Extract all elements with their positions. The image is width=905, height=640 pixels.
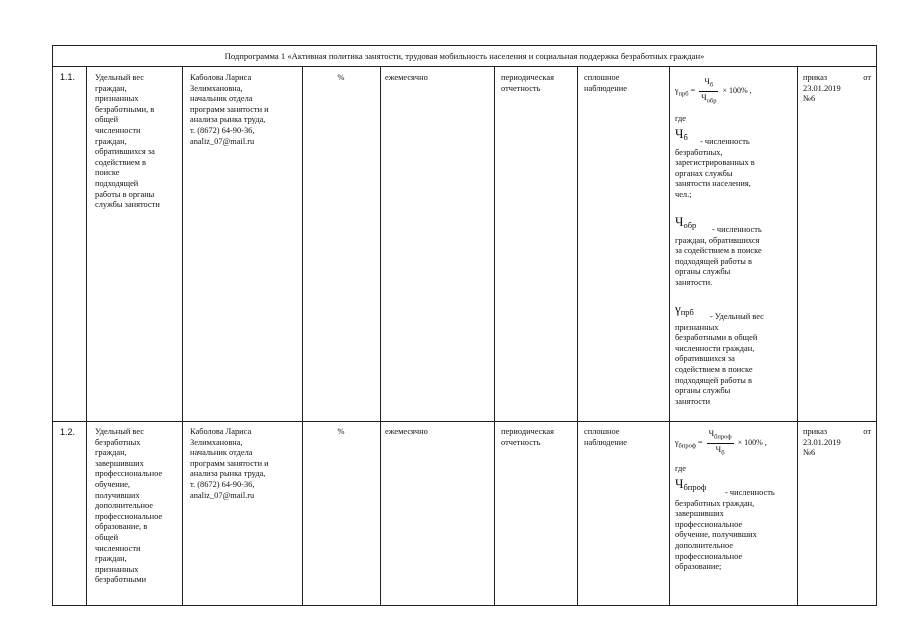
frequency: ежемесячно — [385, 427, 428, 436]
table-divider — [302, 66, 303, 606]
order-word: приказ — [803, 73, 828, 82]
formula-symbol: $Ч_б$ — [675, 126, 688, 142]
symbol-definition: - Удельный вес признанных безработными в общей численности граждан, обратившихся за содействием в поиске подходящей работы в органы службы занятости — [675, 312, 764, 406]
formula-lhs: $\gamma_{прб}$ — [675, 86, 689, 98]
row-number: 1.2. — [60, 427, 76, 437]
table-divider — [577, 66, 578, 606]
formula-fraction: $\frac{Ч_б}{Ч_{обр}}$ — [701, 76, 717, 105]
formula-where: где — [675, 114, 686, 123]
order-date: 23.01.2019 — [803, 83, 841, 93]
data-source: периодическая отчетность — [501, 73, 554, 93]
indicator-name: Удельный вес безработных граждан, завершивших профессиональное обучение, получивших дополнительное профессиональное образование, в общей численности граждан, признанных безработными — [95, 427, 163, 585]
legal-basis — [803, 73, 871, 105]
unit: % — [337, 73, 345, 82]
table-divider — [86, 66, 87, 606]
calculation-formula: $\gamma_{прб}$ = $\frac{Ч_б}{Ч_{обр}}$ × 100% , — [675, 76, 752, 105]
legal-basis — [803, 427, 871, 459]
table-divider — [669, 66, 670, 606]
formula-symbol: $Ч_{бпроф}$ — [675, 476, 707, 492]
unit: % — [337, 427, 345, 436]
order-number: №6 — [803, 448, 816, 458]
formula-comma: , — [749, 86, 752, 96]
order-from: от — [863, 73, 871, 82]
data-source: периодическая отчетность — [501, 427, 554, 447]
observation-method: сплошное наблюдение — [584, 427, 627, 447]
formula-where: где — [675, 464, 686, 473]
formula-multiplier: × 100% — [722, 86, 748, 96]
formula-symbol: $\gamma_{прб}$ — [675, 301, 694, 317]
order-number: №6 — [803, 94, 816, 104]
table-divider — [52, 421, 877, 422]
order-date: 23.01.2019 — [803, 437, 841, 447]
symbol-definition: - численность безработных граждан, завершивших профессиональное обучение, получивших дополнительное профессиональное образование; — [675, 488, 775, 572]
order-from: от — [863, 427, 871, 436]
formula-fraction: $\frac{Ч_{бпроф}}{Ч_б}$ — [708, 428, 732, 457]
indicator-name: Удельный вес граждан, признанных безработными, в общей численности граждан, обратившихся за содействием в поиске подходящей работы в органы службы занятости — [95, 73, 160, 210]
formula-lhs: $\gamma_{бпроф}$ — [675, 438, 697, 450]
symbol-definition: - численность безработных, зарегистрированных в органах службы занятости населения, чел.; — [675, 137, 755, 199]
responsible-person: Каболова Лариса Зелимхановна, начальник отдела программ занятости и анализа рынка труда, т. (8672) 64-90-36, analiz_07@mail.ru — [190, 73, 269, 146]
table-divider — [380, 66, 381, 606]
observation-method: сплошное наблюдение — [584, 73, 627, 93]
table-divider — [52, 66, 877, 67]
row-number: 1.1. — [60, 72, 76, 82]
table-divider — [494, 66, 495, 606]
formula-symbol: $Ч_{обр}$ — [675, 214, 697, 230]
formula-comma: , — [764, 438, 767, 448]
frequency: ежемесячно — [385, 73, 428, 82]
responsible-person: Каболова Лариса Зелимхановна, начальник отдела программ занятости и анализа рынка труда, т. (8672) 64-90-36, analiz_07@mail.ru — [190, 427, 269, 500]
symbol-definition: - численность граждан, обратившихся за содействием в поиске подходящей работы в органы службы занятости. — [675, 225, 762, 287]
formula-multiplier: × 100% — [737, 438, 763, 448]
order-word: приказ — [803, 427, 828, 436]
subprogram-title: Подпрограмма 1 «Активная политика занятости, трудовая мобильность населения и социальная поддержка безработных граждан» — [224, 51, 705, 61]
calculation-formula: $\gamma_{бпроф}$ = $\frac{Ч_{бпроф}}{Ч_б}$ × 100% , — [675, 428, 767, 457]
table-divider — [797, 66, 798, 606]
table-divider — [182, 66, 183, 606]
